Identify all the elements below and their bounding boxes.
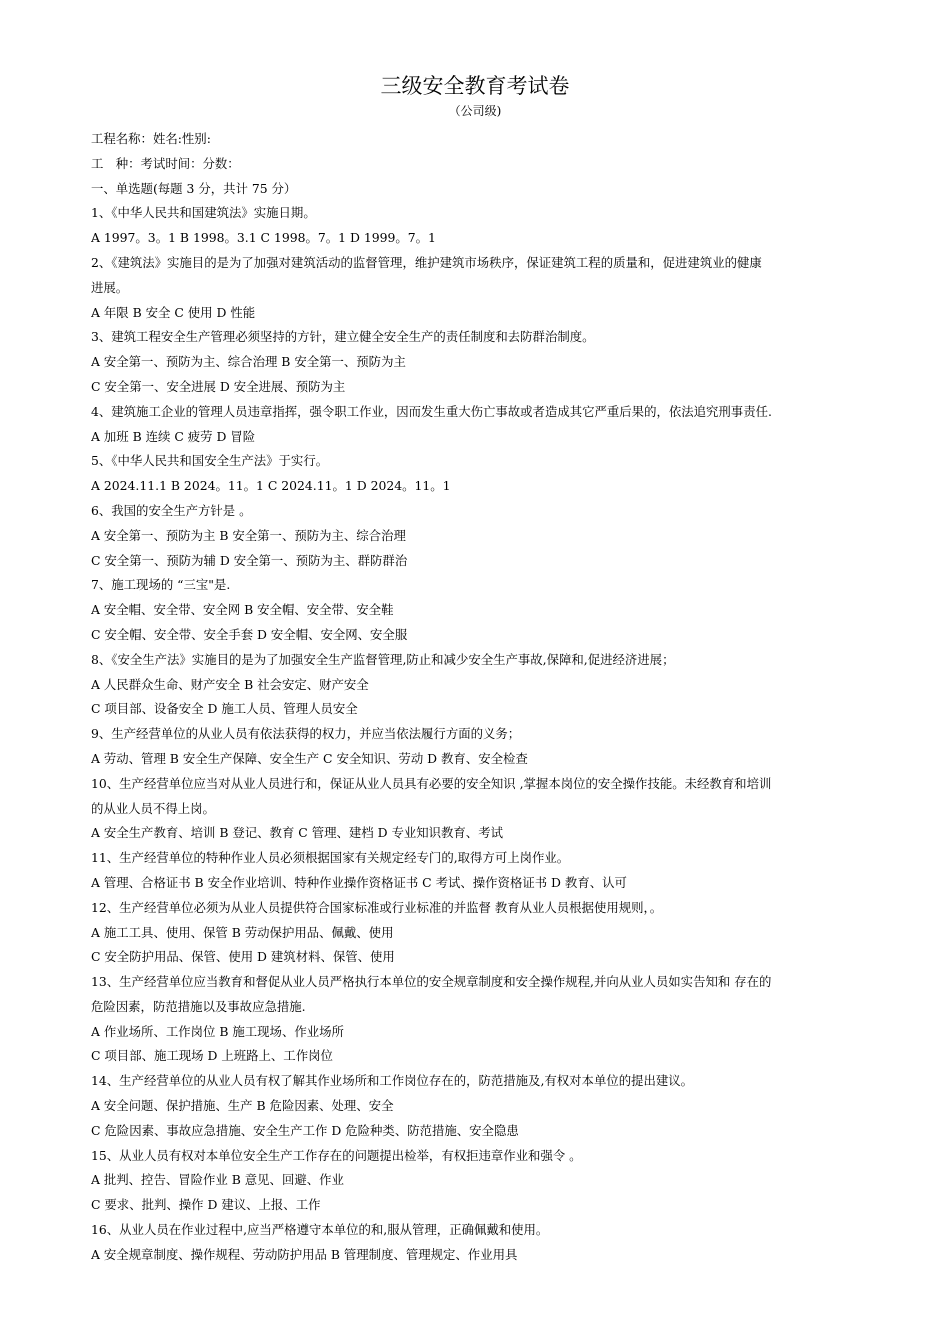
question-5-options: A 2024.11.1 B 2024。11。1 C 2024.11。1 D 2024。11。1 xyxy=(91,478,451,494)
section-heading: 一、单选题(每题 3 分，共计 75 分） xyxy=(91,180,297,196)
question-9-options: A 劳动、管理 B 安全生产保障、安全生产 C 安全知识、劳动 D 教育、安全检查 xyxy=(91,750,528,766)
question-10-continued: 的从业人员不得上岗。 xyxy=(91,800,215,816)
question-3-options-ab: A 安全第一、预防为主、综合治理 B 安全第一、预防为主 xyxy=(91,354,406,370)
question-16-options-ab: A 安全规章制度、操作规程、劳动防护用品 B 管理制度、管理规定、作业用具 xyxy=(91,1246,518,1262)
question-7-options-ab: A 安全帽、安全带、安全网 B 安全帽、安全带、安全鞋 xyxy=(91,602,394,618)
question-1: 1、《中华人民共和国建筑法》实施日期。 xyxy=(91,205,316,221)
question-16: 16、从业人员在作业过程中,应当严格遵守本单位的和,服从管理，正确佩戴和使用。 xyxy=(91,1222,549,1238)
question-9: 9、生产经营单位的从业人员有依法获得的权力，并应当依法履行方面的义务； xyxy=(91,726,521,742)
question-8-options-ab: A 人民群众生命、财产安全 B 社会安定、财产安全 xyxy=(91,676,369,692)
question-1-options: A 1997。3。1 B 1998。3.1 C 1998。7。1 D 1999。7。1 xyxy=(91,230,436,246)
question-14-options-cd: C 危险因素、事故应急措施、安全生产工作 D 危险种类、防范措施、安全隐患 xyxy=(91,1122,519,1138)
question-14-options-ab: A 安全问题、保护措施、生产 B 危险因素、处理、安全 xyxy=(91,1098,394,1114)
question-14: 14、生产经营单位的从业人员有权了解其作业场所和工作岗位存在的，防范措施及,有权对本单位的提出建议。 xyxy=(91,1073,694,1089)
question-13-continued: 危险因素，防范措施以及事故应急措施. xyxy=(91,998,306,1014)
question-13-options-ab: A 作业场所、工作岗位 B 施工现场、作业场所 xyxy=(91,1023,344,1039)
question-7-options-cd: C 安全帽、安全带、安全手套 D 安全帽、安全网、安全服 xyxy=(91,626,408,642)
question-13-options-cd: C 项目部、施工现场 D 上班路上、工作岗位 xyxy=(91,1048,333,1064)
question-10: 10、生产经营单位应当对从业人员进行和，保证从业人员具有必要的安全知识 ,掌握本岗位的安全操作技能。未经教育和培训 xyxy=(91,775,772,791)
question-11: 11、生产经营单位的特种作业人员必须根据国家有关规定经专门的,取得方可上岗作业。 xyxy=(91,850,570,866)
question-2-continued: 进展。 xyxy=(91,279,129,295)
project-info-line: 工程名称：姓名:性别: xyxy=(91,131,211,146)
question-4: 4、建筑施工企业的管理人员违章指挥，强令职工作业，因而发生重大伤亡事故或者造成其它严重后果的，依法追究刑事责任. xyxy=(91,403,772,419)
question-3: 3、建筑工程安全生产管理必须坚持的方针，建立健全安全生产的责任制度和去防群治制度。 xyxy=(91,329,595,345)
exam-body xyxy=(91,127,891,1268)
question-15: 15、从业人员有权对本单位安全生产工作存在的问题提出检举，有权拒违章作业和强令 。 xyxy=(91,1147,582,1163)
question-8: 8、《安全生产法》实施目的是为了加强安全生产监督管理,防止和减少安全生产事故,保障和,促进经济进展； xyxy=(91,651,675,667)
question-15-options-ab: A 批判、控告、冒险作业 B 意见、回避、作业 xyxy=(91,1172,344,1188)
question-3-options-cd: C 安全第一、安全进展 D 安全进展、预防为主 xyxy=(91,378,346,394)
question-6-options-ab: A 安全第一、预防为主 B 安全第一、预防为主、综合治理 xyxy=(91,527,406,543)
question-10-options: A 安全生产教育、培训 B 登记、教育 C 管理、建档 D 专业知识教育、考试 xyxy=(91,825,503,841)
question-12-options-ab: A 施工工具、使用、保管 B 劳动保护用品、佩戴、使用 xyxy=(91,924,394,940)
question-11-options: A 管理、合格证书 B 安全作业培训、特种作业操作资格证书 C 考试、操作资格证书 D 教育、认可 xyxy=(91,874,627,890)
question-13: 13、生产经营单位应当教育和督促从业人员严格执行本单位的安全规章制度和安全操作规程,并向从业人员如实告知和 存在的 xyxy=(91,974,772,990)
question-2-options: A 年限 B 安全 C 使用 D 性能 xyxy=(91,304,256,320)
exam-subtitle: （公司级) xyxy=(448,104,502,118)
question-8-options-cd: C 项目部、设备安全 D 施工人员、管理人员安全 xyxy=(91,701,358,717)
question-5: 5、《中华人民共和国安全生产法》于实行。 xyxy=(91,453,329,469)
question-15-options-cd: C 要求、批判、操作 D 建议、上报、工作 xyxy=(91,1197,321,1213)
question-12: 12、生产经营单位必须为从业人员提供符合国家标准或行业标准的并监督 教育从业人员根据使用规则，。 xyxy=(91,899,663,915)
question-7: 7、施工现场的 “三宝"是. xyxy=(91,577,231,593)
question-2: 2、《建筑法》实施目的是为了加强对建筑活动的监督管理，维护建筑市场秩序，保证建筑工程的质量和，促进建筑业的健康 xyxy=(91,254,762,270)
question-4-options: A 加班 B 连续 C 疲劳 D 冒险 xyxy=(91,428,256,444)
exam-title: 三级安全教育考试卷 xyxy=(380,74,570,98)
question-12-options-cd: C 安全防护用品、保管、使用 D 建筑材料、保管、使用 xyxy=(91,949,395,965)
exam-info-line: 工 种：考试时间：分数： xyxy=(91,155,240,171)
question-6-options-cd: C 安全第一、预防为辅 D 安全第一、预防为主、群防群治 xyxy=(91,552,408,568)
question-6: 6、我国的安全生产方针是 。 xyxy=(91,502,252,518)
